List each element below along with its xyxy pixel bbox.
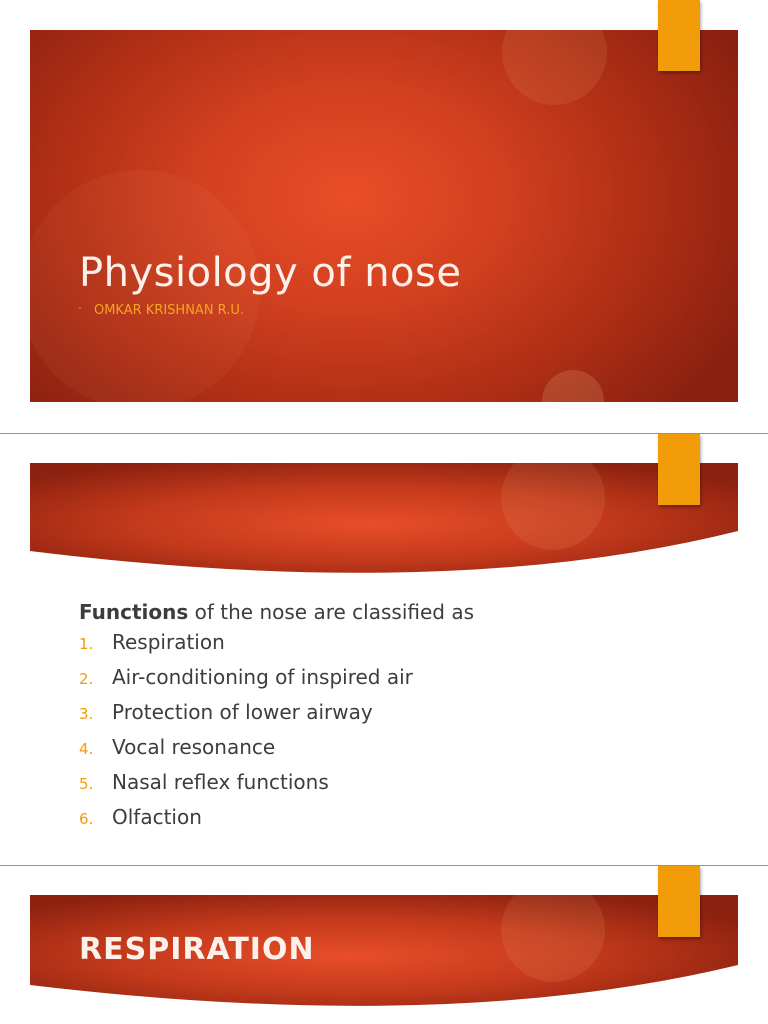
list-number: 3. [79, 705, 94, 723]
author-name: OMKAR KRISHNAN R.U. [93, 303, 245, 318]
list-item [79, 770, 719, 805]
accent-tab [658, 0, 700, 71]
list-text: Olfaction [112, 805, 202, 829]
list-number: 2. [79, 670, 94, 688]
list-text: Nasal reflex functions [112, 770, 329, 794]
slide-title [0, 0, 768, 433]
functions-intro [79, 600, 719, 624]
list-text: Respiration [112, 630, 225, 654]
bokeh-circle [542, 370, 604, 402]
list-text: Air-conditioning of inspired air [112, 665, 413, 689]
subtitle-row [78, 303, 244, 318]
slide-functions [0, 434, 768, 865]
list-item [79, 665, 719, 700]
bokeh-circle [502, 30, 607, 105]
slide-heading: RESPIRATION [79, 932, 315, 967]
functions-keyword: Functions [79, 600, 189, 624]
list-item [79, 735, 719, 770]
accent-tab [658, 434, 700, 505]
list-item [79, 805, 719, 840]
list-text: Vocal resonance [112, 735, 276, 759]
list-item [79, 630, 719, 665]
list-number: 6. [79, 810, 94, 828]
accent-tab [658, 866, 700, 937]
functions-intro-text: of the nose are classified as [188, 600, 474, 624]
functions-content [79, 600, 719, 840]
list-number: 4. [79, 740, 94, 758]
list-number: 5. [79, 775, 94, 793]
list-text: Protection of lower airway [112, 700, 373, 724]
presentation-title: Physiology of nose [79, 250, 462, 296]
slide-respiration [0, 866, 768, 1024]
list-number: 1. [79, 635, 94, 653]
header-banner [30, 463, 738, 578]
list-item [79, 700, 719, 735]
title-background [30, 30, 738, 402]
subtitle-bullet: - [78, 301, 82, 314]
functions-list [79, 630, 719, 840]
